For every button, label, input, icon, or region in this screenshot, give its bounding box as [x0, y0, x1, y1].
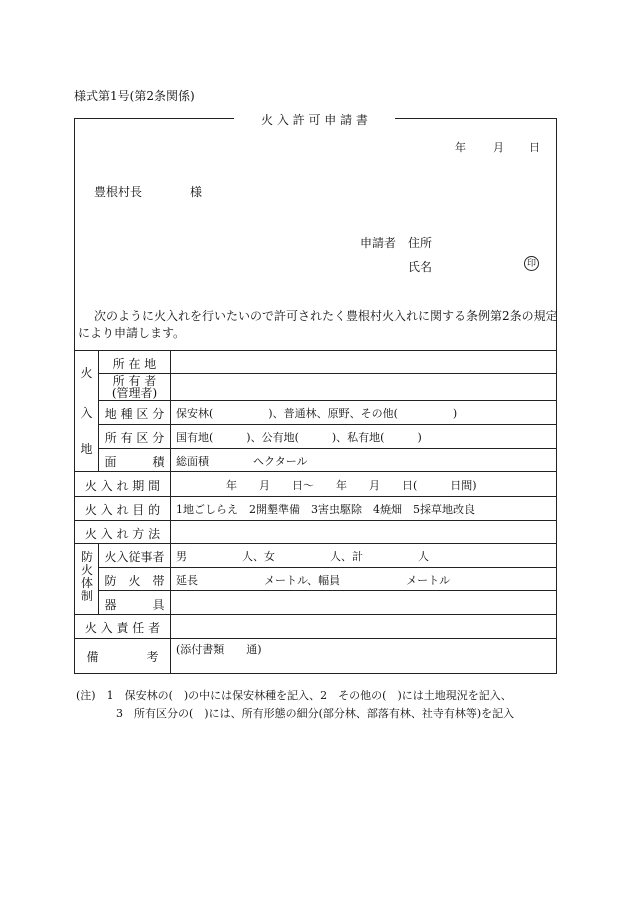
date-year: 年 — [455, 141, 466, 154]
group-fire-land-char-3: 地 — [80, 442, 93, 456]
row-line — [98, 590, 557, 591]
note-line-1: (注) 1 保安林の( )の中には保安林種を記入、2 その他の( )には土地現況を記入、 — [76, 689, 512, 702]
label-workers: 火入従事者 — [104, 550, 165, 564]
addressee-name: 豊根村長 — [94, 185, 143, 199]
frame-left — [74, 118, 75, 673]
table-top-line — [74, 350, 557, 351]
note-line-2: 3 所有区分の( )には、所有形態の細分(部分林、部落有林、社寺有林等)を記入 — [116, 707, 515, 720]
value-workers: 男 人、女 人、計 人 — [176, 550, 429, 563]
intro-text-1: 次のように火入れを行いたいので許可されたく豊根村火入れに関する条例第2条の規定 — [94, 309, 558, 323]
row-line — [74, 471, 557, 472]
row-line — [98, 400, 557, 401]
label-responsible: 火 入 責 任 者 — [84, 621, 161, 635]
label-remarks: 備 考 — [86, 650, 159, 664]
label-period: 火 入 れ 期 間 — [84, 479, 161, 493]
label-owner-sub: (管理者) — [111, 386, 158, 400]
date-month: 月 — [493, 141, 504, 154]
value-ownership: 国有地( )、公有地( )、私有地( ) — [176, 431, 422, 444]
addressee-honorific: 様 — [190, 185, 203, 199]
row-line — [98, 373, 557, 374]
row-line — [74, 614, 557, 615]
label-ownership: 所 有 区 分 — [104, 431, 165, 445]
label-method: 火 入 れ 方 法 — [84, 527, 161, 541]
frame-bottom — [74, 673, 557, 674]
label-equipment: 器 具 — [104, 598, 165, 612]
applicant-label: 申請者 — [360, 236, 397, 250]
row-line — [74, 638, 557, 639]
frame-top-right — [395, 118, 557, 119]
value-firebreak: 延長 メートル、幅員 メートル — [176, 574, 451, 587]
value-purpose: 1地ごしらえ 2開墾準備 3害虫駆除 4焼畑 5採草地改良 — [176, 503, 475, 516]
row-line — [74, 543, 557, 544]
row-line — [74, 496, 557, 497]
label-area: 面 積 — [104, 455, 165, 469]
date-day: 日 — [529, 141, 540, 154]
group-fire-org: 防火体制 — [81, 550, 94, 603]
applicant-address-label: 住所 — [408, 236, 433, 250]
value-land-type: 保安林( )、普通林、原野、その他( ) — [176, 407, 458, 420]
value-remarks: (添付書類 通) — [176, 643, 262, 656]
frame-top-left — [74, 118, 234, 119]
value-period: 年 月 日〜 年 月 日( 日間) — [226, 479, 477, 492]
label-firebreak: 防 火 帯 — [104, 574, 165, 588]
seal-mark-icon: 印 — [524, 256, 539, 271]
group-fire-land-char-1: 火 — [80, 366, 93, 380]
label-divider — [170, 350, 171, 673]
row-line — [98, 567, 557, 568]
value-area: 総面積 ヘクタール — [176, 455, 308, 468]
row-line — [98, 424, 557, 425]
label-location: 所 在 地 — [112, 357, 157, 371]
group-fire-land-char-2: 入 — [80, 406, 93, 420]
form-number: 様式第1号(第2条関係) — [74, 89, 195, 103]
applicant-name-label: 氏名 — [408, 260, 433, 274]
label-purpose: 火 入 れ 目 的 — [84, 503, 161, 517]
label-owner: 所 有 者 — [112, 374, 157, 388]
label-land-type: 地 種 区 分 — [104, 407, 165, 421]
page-title: 火 入 許 可 申 請 書 — [261, 113, 368, 127]
row-line — [98, 448, 557, 449]
row-line — [74, 520, 557, 521]
intro-text-2: により申請します。 — [78, 326, 186, 340]
